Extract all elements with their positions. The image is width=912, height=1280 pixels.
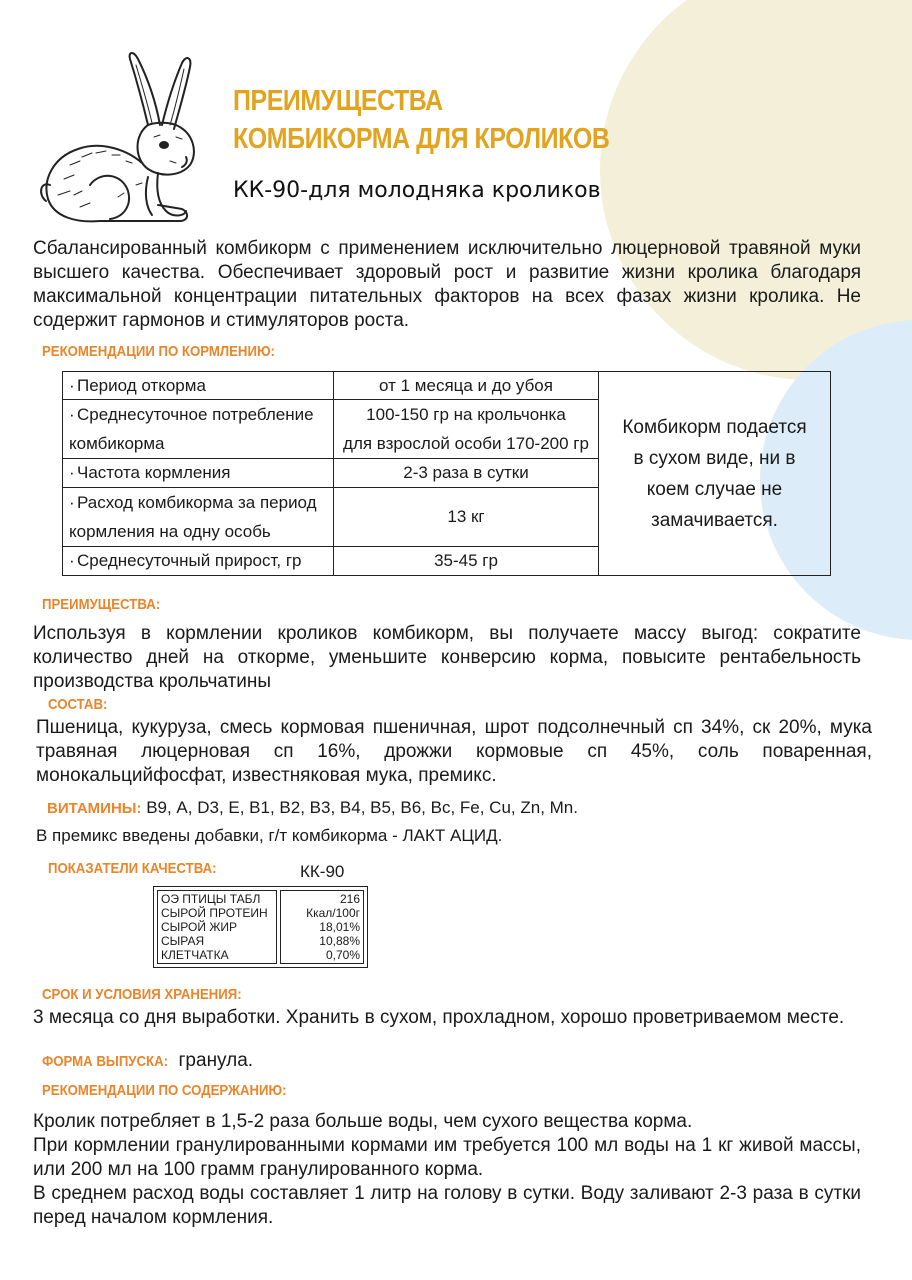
feeding-param: · Период откорма [63,372,334,400]
feeding-heading: РЕКОМЕНДАЦИИ ПО КОРМЛЕНИЮ: [42,343,275,360]
feeding-value: от 1 месяца и до убоя [334,372,599,400]
title-line-1: ПРЕИМУЩЕСТВА [233,85,443,117]
storage-text: 3 месяца со дня выработки. Хранить в сухом, прохладном, хорошо проветриваемом месте. [33,1007,845,1028]
keeping-p1: Кролик потребляет в 1,5-2 раза больше воды, чем сухого вещества корма. [33,1111,693,1132]
quality-values: 216 Ккал/100г 18,01% 10,88% 0,70% [280,890,364,964]
storage-heading: СРОК И УСЛОВИЯ ХРАНЕНИЯ: [42,986,242,1003]
form-line [42,1050,253,1072]
vitamins-heading: ВИТАМИНЫ: [47,800,142,817]
feeding-value: 2-3 раза в сутки [334,459,599,488]
feeding-table [62,371,831,576]
quality-table [153,886,368,968]
keeping-heading: РЕКОМЕНДАЦИИ ПО СОДЕРЖАНИЮ: [42,1082,287,1099]
vitamins-text: В9, А, D3, Е, В1, В2, В3, В4, В5, В6, Вс, Fe, Cu, Zn, Mn. [146,798,578,817]
feeding-param: · Расход комбикорма за период кормления на одну особь [63,488,334,547]
feeding-param: · Среднесуточное потребление комбикорма [63,400,334,459]
vitamins-line [47,798,578,818]
composition-text: Пшеница, кукуруза, смесь кормовая пшеничная, шрот подсолнечный сп 34%, ск 20%, мука травяная люцерновая сп 16%, дрожжи кормовые сп 45%, соль поваренная, монокальцийфосфат, известняковая мука, премикс. [36,717,872,786]
form-heading: ФОРМА ВЫПУСКА: [42,1053,169,1070]
product-subtitle: КК-90-для молодняка кроликов [233,178,601,203]
table-row [63,372,831,400]
feeding-value: 13 кг [334,488,599,547]
feeding-param: · Среднесуточный прирост, гр [63,547,334,576]
advantages-heading: ПРЕИМУЩЕСТВА: [42,596,161,613]
feeding-value: 35-45 гр [334,547,599,576]
premix-text: В премикс введены добавки, г/т комбикорма - ЛАКТ АЦИД. [36,826,503,845]
rabbit-illustration [30,45,220,230]
form-text: гранула. [178,1050,254,1071]
feeding-note: Комбикорм подается в сухом виде, ни в коем случае не замачивается. [599,372,831,576]
feeding-param: · Частота кормления [63,459,334,488]
page-title [233,82,609,158]
keeping-p3: В среднем расход воды составляет 1 литр на голову в сутки. Воду заливают 2-3 раза в сутки перед началом кормления. [33,1183,861,1228]
intro-paragraph: Сбалансированный комбикорм с применением исключительно люцерновой травяной муки высшего качества. Обеспечивает здоровый рост и развитие жизни кролика благодаря максимальной концентрации питательных факторов на всех фазах жизни кролика. Не содержит гармонов и стимуляторов роста. [33,238,861,331]
composition-heading: СОСТАВ: [48,696,108,713]
quality-names: ОЭ ПТИЦЫ ТАБЛ СЫРОЙ ПРОТЕИН СЫРОЙ ЖИР СЫРАЯ КЛЕТЧАТКА [157,890,277,964]
quality-product: КК-90 [300,862,345,881]
advantages-text: Используя в кормлении кроликов комбикорм, вы получаете массу выгод: сократите количество дней на откорме, уменьшите конверсию корма, повысите рентабельность производства крольчатины [33,623,861,692]
feeding-value: 100-150 гр на крольчонка для взрослой особи 170-200 гр [334,400,599,459]
keeping-p2: При кормлении гранулированными кормами им требуется 100 мл воды на 1 кг живой массы, или 200 мл на 100 грамм гранулированного корма. [33,1135,861,1180]
quality-heading: ПОКАЗАТЕЛИ КАЧЕСТВА: [48,860,217,877]
title-line-2: КОМБИКОРМА ДЛЯ КРОЛИКОВ [233,123,610,155]
